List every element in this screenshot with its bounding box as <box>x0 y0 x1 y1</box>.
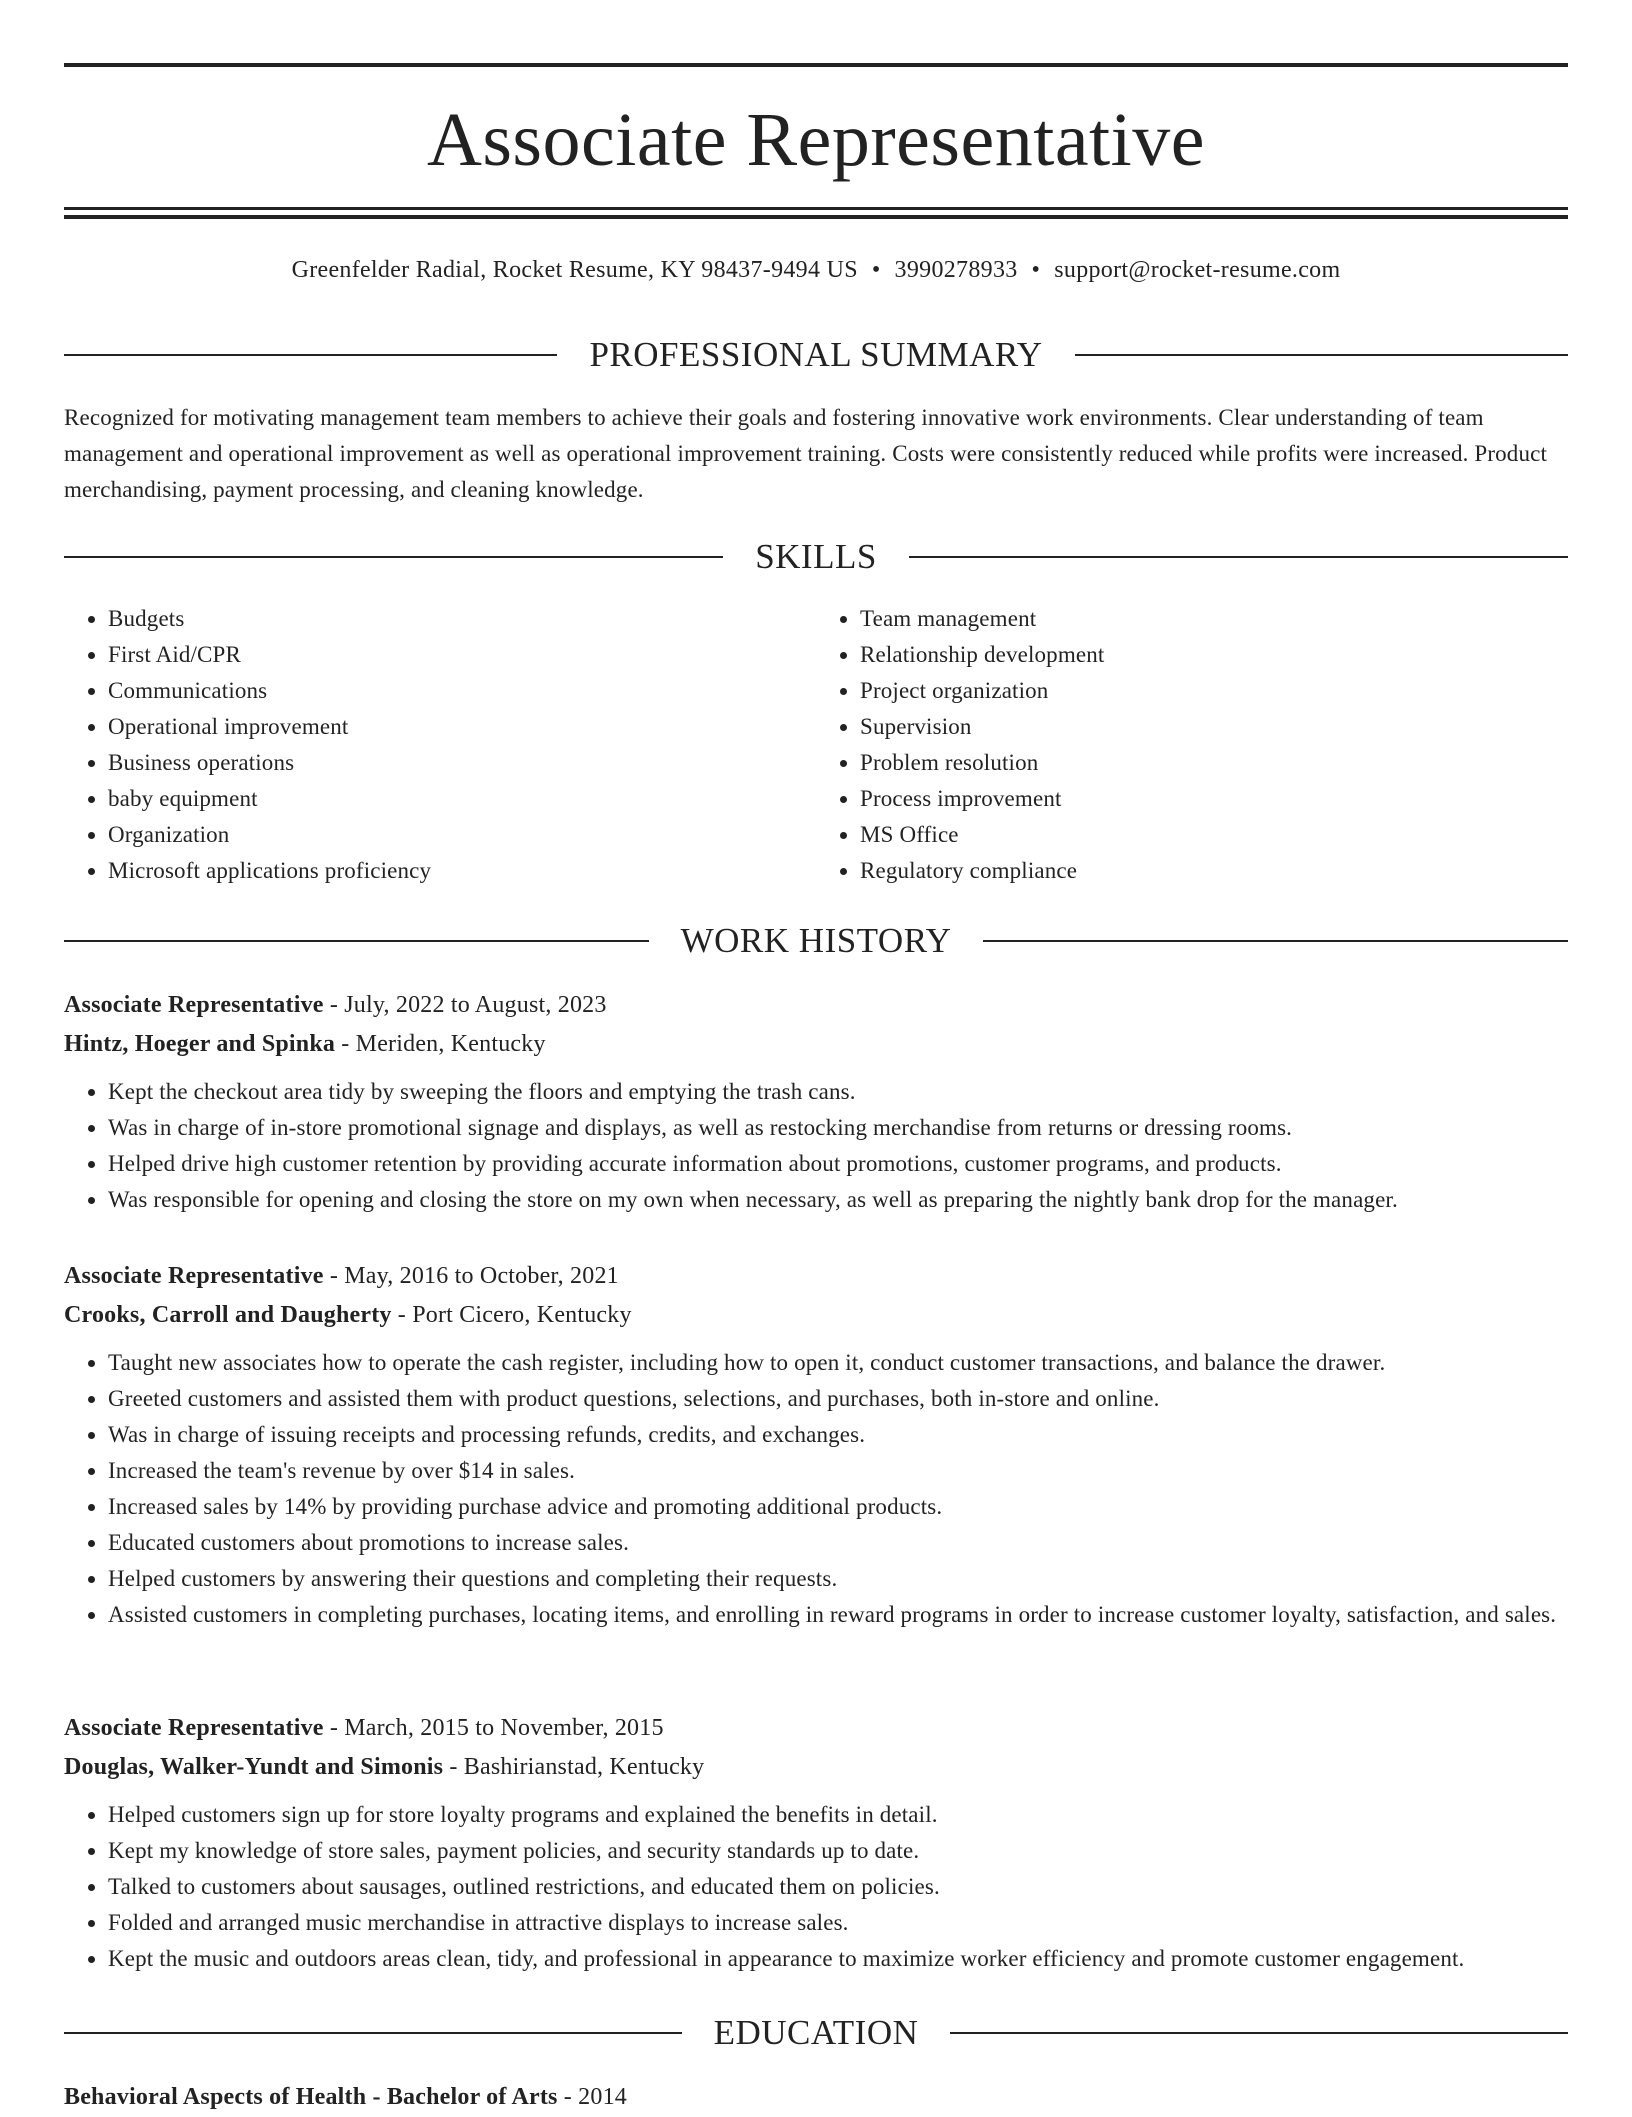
skill-item: • Regulatory compliance <box>860 853 1568 889</box>
job-bullet: • Was responsible for opening and closing the store on my own when necessary, as well as preparing the nightly bank drop for the manager. <box>108 1182 1568 1218</box>
job-title-line <box>64 1257 1568 1296</box>
contact-separator: • <box>1031 257 1041 283</box>
skill-item: • Budgets <box>108 601 816 637</box>
job-company: Crooks, Carroll and Daugherty <box>64 1302 392 1328</box>
job-bullet: • Was in charge of issuing receipts and processing refunds, credits, and exchanges. <box>108 1417 1568 1453</box>
job-location: - Bashirianstad, Kentucky <box>443 1754 705 1780</box>
job-title: Associate Representative <box>64 1715 324 1741</box>
work-history-heading <box>64 921 1568 961</box>
contact-email[interactable]: support@rocket-resume.com <box>1054 257 1341 283</box>
job-entry <box>64 1257 1568 1633</box>
job-company-line <box>64 1025 1568 1064</box>
job-bullets <box>64 1074 1568 1218</box>
skill-item: • Communications <box>108 673 816 709</box>
summary-heading <box>64 335 1568 375</box>
job-bullet: • Talked to customers about sausages, outlined restrictions, and educated them on policies. <box>108 1869 1568 1905</box>
education-degree: Behavioral Aspects of Health - Bachelor of Arts <box>64 2084 558 2110</box>
job-company: Hintz, Hoeger and Spinka <box>64 1031 336 1057</box>
job-dates: - July, 2022 to August, 2023 <box>323 992 607 1018</box>
job-bullet: • Kept the checkout area tidy by sweeping the floors and emptying the trash cans. <box>108 1074 1568 1110</box>
education-entry <box>64 2078 1568 2117</box>
job-bullet: • Helped drive high customer retention by providing accurate information about promotions, customer programs, and products. <box>108 1146 1568 1182</box>
job-bullet: • Assisted customers in completing purchases, locating items, and enrolling in reward programs in order to increase customer loyalty, satisfaction, and sales. <box>108 1597 1568 1633</box>
top-rule <box>64 63 1568 67</box>
job-bullet: • Kept my knowledge of store sales, payment policies, and security standards up to date. <box>108 1833 1568 1869</box>
job-location: - Port Cicero, Kentucky <box>391 1302 632 1328</box>
skills-heading-title: SKILLS <box>755 537 877 576</box>
job-bullet: • Helped customers sign up for store loyalty programs and explained the benefits in detail. <box>108 1797 1568 1833</box>
work-history-heading-title: WORK HISTORY <box>680 921 952 960</box>
contact-separator: • <box>871 257 881 283</box>
heading-rule-right <box>983 940 1568 942</box>
summary-heading-title: PROFESSIONAL SUMMARY <box>589 335 1043 374</box>
skill-item: • Problem resolution <box>860 745 1568 781</box>
skills-list <box>64 601 1568 889</box>
job-dates: - March, 2015 to November, 2015 <box>323 1715 664 1741</box>
job-bullet: • Educated customers about promotions to increase sales. <box>108 1525 1568 1561</box>
skill-item: • MS Office <box>860 817 1568 853</box>
skill-item: • baby equipment <box>108 781 816 817</box>
candidate-name: Associate Representative <box>426 98 1206 182</box>
job-title-line <box>64 986 1568 1025</box>
skill-item: • Supervision <box>860 709 1568 745</box>
skill-item: • First Aid/CPR <box>108 637 816 673</box>
job-bullets <box>64 1345 1568 1633</box>
job-bullet: • Folded and arranged music merchandise in attractive displays to increase sales. <box>108 1905 1568 1941</box>
job-title: Associate Representative <box>64 1263 324 1289</box>
job-bullet: • Increased sales by 14% by providing purchase advice and promoting additional products. <box>108 1489 1568 1525</box>
job-bullet: • Kept the music and outdoors areas clean, tidy, and professional in appearance to maximize worker efficiency and promote customer engagement. <box>108 1941 1568 1977</box>
job-entry <box>64 1709 1568 1977</box>
heading-rule-left <box>64 354 557 356</box>
skill-item: • Relationship development <box>860 637 1568 673</box>
heading-rule-left <box>64 940 649 942</box>
contact-address: Greenfelder Radial, Rocket Resume, KY 98437-9494 US <box>291 257 858 283</box>
heading-rule-right <box>950 2032 1568 2034</box>
education-year: - 2014 <box>557 2084 627 2110</box>
heading-rule-left <box>64 556 723 558</box>
job-company: Douglas, Walker-Yundt and Simonis <box>64 1754 444 1780</box>
skills-column-left <box>64 601 816 889</box>
skill-item: • Business operations <box>108 745 816 781</box>
job-title-line <box>64 1709 1568 1748</box>
heading-rule-right <box>909 556 1568 558</box>
job-location: - Meriden, Kentucky <box>335 1031 546 1057</box>
skill-item: • Operational improvement <box>108 709 816 745</box>
skills-column-right <box>816 601 1568 889</box>
double-rule <box>64 207 1568 219</box>
job-bullet: • Increased the team's revenue by over $14 in sales. <box>108 1453 1568 1489</box>
skill-item: • Team management <box>860 601 1568 637</box>
job-bullet: • Taught new associates how to operate the cash register, including how to open it, conduct customer transactions, and balance the drawer. <box>108 1345 1568 1381</box>
job-dates: - May, 2016 to October, 2021 <box>323 1263 619 1289</box>
job-bullet: • Helped customers by answering their questions and completing their requests. <box>108 1561 1568 1597</box>
heading-rule-right <box>1075 354 1568 356</box>
contact-line <box>64 254 1568 286</box>
skills-heading <box>64 537 1568 577</box>
skill-item: • Microsoft applications proficiency <box>108 853 816 889</box>
contact-phone: 3990278933 <box>894 257 1018 283</box>
skill-item: • Organization <box>108 817 816 853</box>
job-bullets <box>64 1797 1568 1977</box>
job-title: Associate Representative <box>64 992 324 1018</box>
job-bullet: • Greeted customers and assisted them with product questions, selections, and purchases, both in-store and online. <box>108 1381 1568 1417</box>
skill-item: • Process improvement <box>860 781 1568 817</box>
education-heading <box>64 2013 1568 2053</box>
job-company-line <box>64 1748 1568 1787</box>
job-entry <box>64 986 1568 1218</box>
summary-text: Recognized for motivating management team members to achieve their goals and fostering innovative work environments. Clear understanding of team management and operational improvement as well as operational improvement training. Costs were consistently reduced while profits were increased. Product merchandising, payment processing, and cleaning knowledge. <box>64 405 1547 502</box>
job-bullet: • Was in charge of in-store promotional signage and displays, as well as restocking merchandise from returns or dressing rooms. <box>108 1110 1568 1146</box>
heading-rule-left <box>64 2032 682 2034</box>
job-company-line <box>64 1296 1568 1335</box>
skill-item: • Project organization <box>860 673 1568 709</box>
education-heading-title: EDUCATION <box>713 2013 919 2052</box>
